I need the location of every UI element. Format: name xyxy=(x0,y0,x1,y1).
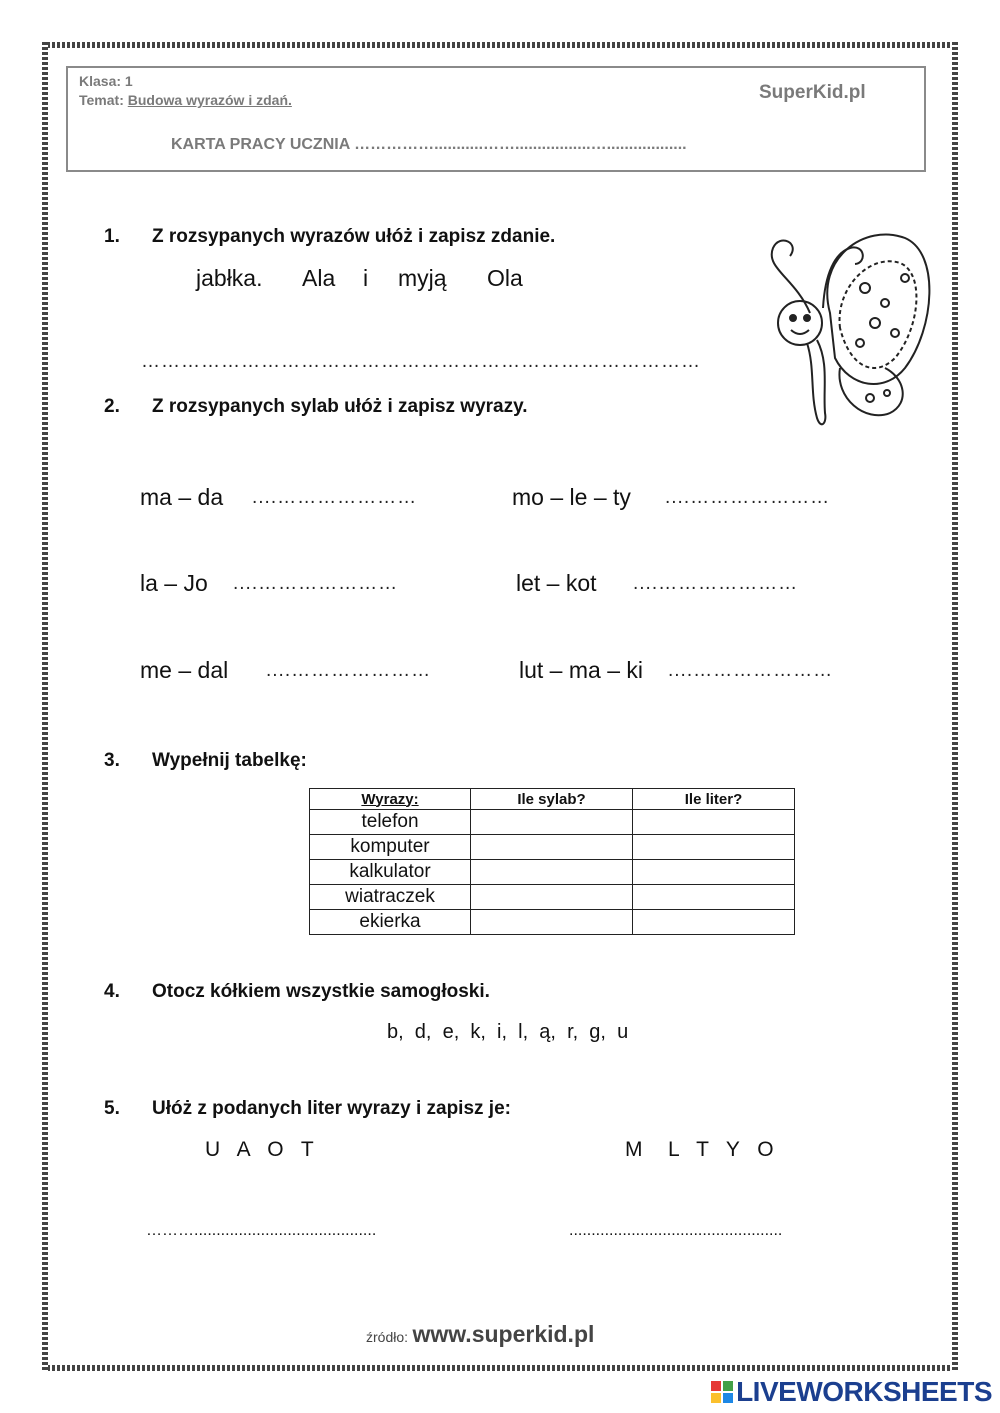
task1-word: jabłka. xyxy=(196,265,263,291)
border-right xyxy=(952,42,958,1371)
word-cell: kalkulator xyxy=(310,860,471,885)
topic-line xyxy=(79,92,292,108)
source-label: źródło: xyxy=(366,1329,409,1345)
syllables: lut – ma – ki xyxy=(519,657,643,683)
table-row xyxy=(310,885,795,910)
border-bottom xyxy=(42,1365,958,1371)
logo-square xyxy=(711,1393,721,1403)
answer-line-1[interactable]: ………......................................... xyxy=(146,1222,377,1239)
syllable-answer-line[interactable]: ....………………… xyxy=(668,660,834,681)
task2-number: 2. xyxy=(104,396,120,417)
source-line xyxy=(366,1321,594,1348)
border-top xyxy=(42,42,958,48)
table-row xyxy=(310,810,795,835)
syllable-answer-line[interactable]: ....………………… xyxy=(266,660,432,681)
task5-instruction: Ułóż z podanych liter wyrazy i zapisz je: xyxy=(152,1098,511,1119)
syllable-answer-line[interactable]: ....………………… xyxy=(233,573,399,594)
syllable-answer-line[interactable]: ....………………… xyxy=(633,573,799,594)
task1-word: i xyxy=(363,265,369,291)
word-cell: wiatraczek xyxy=(310,885,471,910)
letter-count-cell[interactable] xyxy=(633,835,795,860)
letter-count-cell[interactable] xyxy=(633,885,795,910)
task1-word: myją xyxy=(398,265,447,291)
task4-instruction: Otocz kółkiem wszystkie samogłoski. xyxy=(152,981,490,1002)
butterfly-illustration xyxy=(755,218,945,438)
table-row xyxy=(310,910,795,935)
syllable-letter-table xyxy=(309,788,795,935)
syllables: let – kot xyxy=(516,570,597,596)
task3-instruction: Wypełnij tabelkę: xyxy=(152,750,307,771)
liveworksheets-watermark[interactable] xyxy=(711,1377,992,1407)
task1-answer-line[interactable]: ………………………………………………………………………… xyxy=(141,351,701,372)
syllable-count-cell[interactable] xyxy=(471,810,633,835)
letter-set-1: U A O T xyxy=(205,1138,316,1161)
task4-number: 4. xyxy=(104,981,120,1002)
task1-word: Ola xyxy=(487,265,523,291)
logo-square xyxy=(711,1381,721,1391)
topic-value: Budowa wyrazów i zdań. xyxy=(127,92,292,108)
logo-square xyxy=(723,1393,733,1403)
table-row xyxy=(310,860,795,885)
logo-square xyxy=(723,1381,733,1391)
letter-list[interactable]: b, d, e, k, i, l, ą, r, g, u xyxy=(387,1021,629,1043)
source-url[interactable]: www.superkid.pl xyxy=(412,1321,595,1347)
syllables: mo – le – ty xyxy=(512,484,631,510)
syllable-answer-line[interactable]: ....………………… xyxy=(665,487,831,508)
header-words: Wyrazy: xyxy=(310,789,471,810)
syllables: ma – da xyxy=(140,484,224,510)
answer-line-2[interactable]: ................................................ xyxy=(569,1222,783,1239)
liveworksheets-logo-icon xyxy=(711,1381,733,1403)
liveworksheets-text: LIVEWORKSHEETS xyxy=(736,1376,992,1407)
letter-count-cell[interactable] xyxy=(633,810,795,835)
task1-instruction: Z rozsypanych wyrazów ułóż i zapisz zdanie. xyxy=(152,226,556,247)
syllable-count-cell[interactable] xyxy=(471,860,633,885)
border-left xyxy=(42,42,48,1371)
task1-word: Ala xyxy=(302,265,336,291)
class-label: Klasa: 1 xyxy=(79,73,133,89)
topic-label: Temat: xyxy=(79,92,124,108)
letter-count-cell[interactable] xyxy=(633,860,795,885)
header-letters: Ile liter? xyxy=(633,789,795,810)
task1-number: 1. xyxy=(104,226,120,247)
header-syllables: Ile sylab? xyxy=(471,789,633,810)
task3-number: 3. xyxy=(104,750,120,771)
syllables: me – dal xyxy=(140,657,229,683)
syllables: la – Jo xyxy=(140,570,208,596)
task5-number: 5. xyxy=(104,1098,120,1119)
word-cell: telefon xyxy=(310,810,471,835)
syllable-answer-line[interactable]: ....………………… xyxy=(252,487,418,508)
brand-label: SuperKid.pl xyxy=(759,82,866,103)
table-row xyxy=(310,835,795,860)
worksheet-title: KARTA PRACY UCZNIA ……………...........…….................….................. xyxy=(171,136,687,153)
word-cell: komputer xyxy=(310,835,471,860)
syllable-count-cell[interactable] xyxy=(471,835,633,860)
syllable-count-cell[interactable] xyxy=(471,885,633,910)
word-cell: ekierka xyxy=(310,910,471,935)
syllable-count-cell[interactable] xyxy=(471,910,633,935)
letter-count-cell[interactable] xyxy=(633,910,795,935)
task2-instruction: Z rozsypanych sylab ułóż i zapisz wyrazy. xyxy=(152,396,528,417)
letter-set-2: M L T Y O xyxy=(625,1138,776,1161)
table-header-row xyxy=(310,789,795,810)
